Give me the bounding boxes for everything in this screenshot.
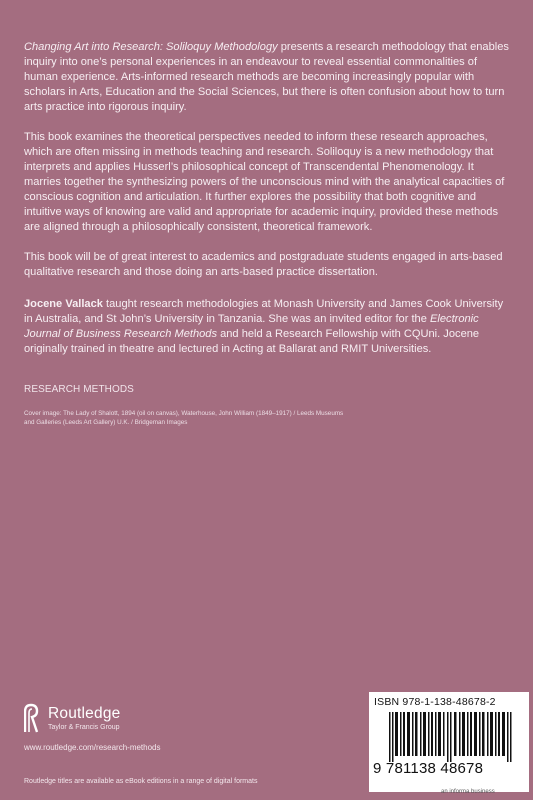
author-bio-text-a: taught research methodologies at Monash University and James Cook University in Australia, and St John’s University in Tanzania. She was an invited editor for the	[24, 298, 504, 325]
routledge-r-icon	[24, 703, 42, 733]
barcode-digits: 9 781138 48678	[373, 760, 484, 777]
subject-category: RESEARCH METHODS	[24, 384, 134, 395]
publisher-group: Taylor & Francis Group	[48, 724, 120, 731]
publisher-logo	[24, 703, 214, 737]
imprint-text: an informa business	[441, 789, 495, 795]
isbn-number: ISBN 978-1-138-48678-2	[374, 696, 496, 708]
book-description	[24, 40, 512, 372]
ebook-note: Routledge titles are available as eBook editions in a range of digital formats	[24, 778, 258, 785]
description-paragraph-2: This book examines the theoretical perspectives needed to inform these research approaches, which are often missing in methods teaching and research. Soliloquy is a new methodology that interprets and applies Husserl’s philosophical concept of Transcendental Phenomenology. It marries together the synthesizing powers of the unconscious mind with the analytical capacities of conscious cognition and articulation. It further explores the possibility that both cognitive and intuitive ways of knowing are valid and appropriate for academic inquiry, provided these methods are aligned through a philosophically consistent, theoretical framework.	[24, 131, 505, 233]
description-paragraph-3: This book will be of great interest to academics and postgraduate students engaged in arts-based qualitative research and those doing an arts-based practice dissertation.	[24, 251, 503, 278]
barcode-bars	[389, 712, 517, 762]
isbn-barcode	[369, 692, 529, 792]
description-paragraph-1	[24, 40, 512, 115]
description-paragraph-1-text: presents a research methodology that enables inquiry into one’s personal experiences in an endeavour to reveal essential commonalities of human experience. Arts-informed research methods are becoming increasingly popular with scholars in Arts, Education and the Social Sciences, but there is often confusion about how to turn arts practice into rigorous inquiry.	[24, 41, 509, 113]
author-bio	[24, 297, 512, 357]
journal-name: Electronic Journal of Business Research Methods	[24, 313, 479, 340]
book-title: Changing Art into Research: Soliloquy Methodology	[24, 41, 278, 53]
publisher-name: Routledge	[48, 705, 121, 722]
cover-image-credit: Cover image: The Lady of Shalott, 1894 (oil on canvas), Waterhouse, John William (1849–1917) / Leeds Museums and Galleries (Leeds Art Gallery) U.K. / Bridgeman Images	[24, 410, 344, 426]
author-bio-text-b: and held a Research Fellowship with CQUni. Jocene originally trained in theatre and lectured in Acting at Ballarat and RMIT Universities.	[24, 328, 480, 355]
author-name: Jocene Vallack	[24, 298, 103, 310]
publisher-url: www.routledge.com/research-methods	[24, 743, 161, 752]
